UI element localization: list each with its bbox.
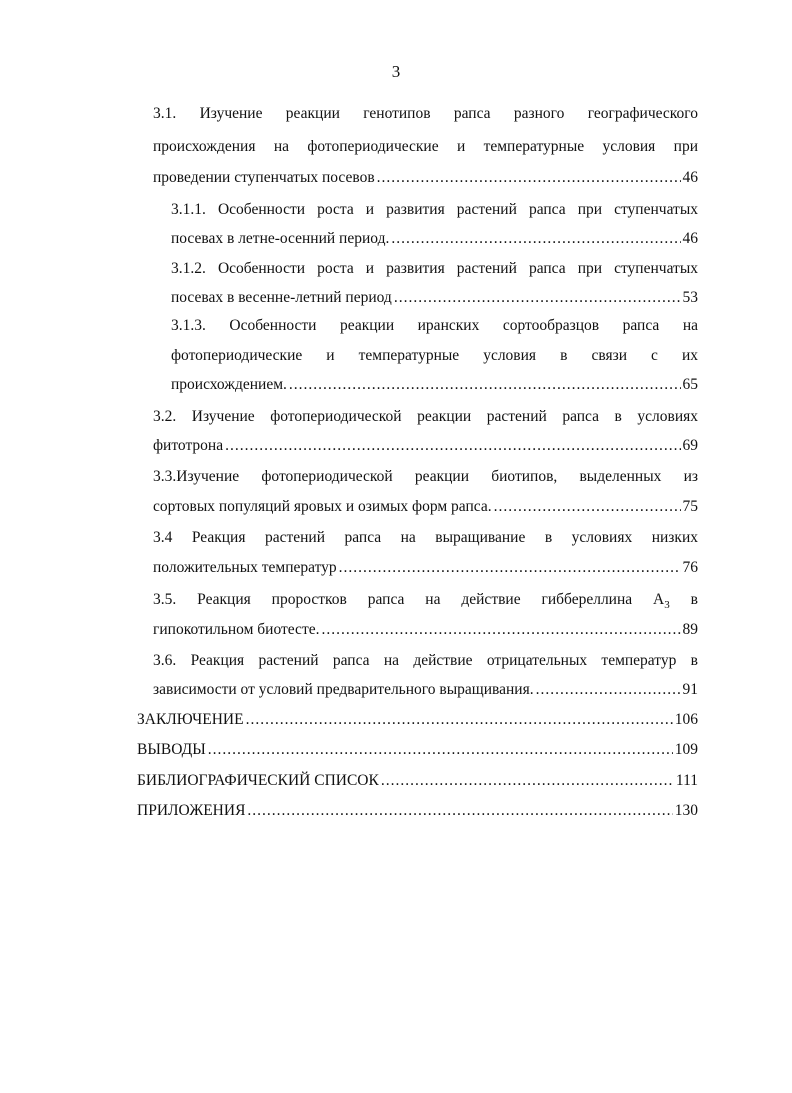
toc-3-1-2-line-2[interactable] bbox=[171, 288, 698, 308]
toc-3-5-title-b: в bbox=[690, 591, 698, 608]
page-number: 3 bbox=[391, 62, 401, 81]
toc-3-1-line-2: происхождения на фотопериодические и температурные условия при bbox=[153, 138, 698, 155]
toc-3-1-line-1: 3.1. Изучение реакции генотипов рапса разного географического bbox=[153, 105, 698, 122]
toc-findings-label: ВЫВОДЫ bbox=[137, 741, 206, 758]
toc-findings-page: 109 bbox=[674, 741, 698, 758]
toc-conclusion[interactable] bbox=[137, 710, 698, 730]
toc-3-6-title-end: зависимости от условий предварительного выращивания. bbox=[153, 681, 534, 698]
toc-appendices[interactable] bbox=[137, 801, 698, 821]
dot-leader bbox=[246, 710, 673, 730]
toc-3-1-3-line-1: 3.1.3. Особенности реакции иранских сортообразцов рапса на bbox=[171, 317, 698, 334]
dot-leader bbox=[339, 558, 681, 578]
dot-leader bbox=[208, 740, 673, 760]
toc-3-5-line-1 bbox=[153, 590, 698, 615]
toc-3-1-3-page: 65 bbox=[682, 376, 698, 393]
toc-3-1-2-title-end: посевах в весенне-летний период bbox=[171, 289, 392, 306]
dot-leader bbox=[247, 801, 672, 821]
toc-findings[interactable] bbox=[137, 740, 698, 760]
toc-bibliography-page: 111 bbox=[675, 772, 698, 789]
toc-3-6-line-2[interactable] bbox=[153, 680, 698, 700]
toc-3-1-3-line-2: фотопериодические и температурные условия в связи с их bbox=[171, 347, 698, 364]
toc-3-3-line-1: 3.3.Изучение фотопериодической реакции биотипов, выделенных из bbox=[153, 468, 698, 485]
dot-leader bbox=[381, 771, 674, 791]
toc-3-1-2-line-1: 3.1.2. Особенности роста и развития растений рапса при ступенчатых bbox=[171, 260, 698, 277]
toc-3-4-line-2[interactable] bbox=[153, 558, 698, 578]
toc-3-1-title-end: проведении ступенчатых посевов bbox=[153, 169, 375, 186]
dot-leader bbox=[377, 168, 681, 188]
dot-leader bbox=[394, 288, 681, 308]
toc-conclusion-page: 106 bbox=[674, 711, 698, 728]
toc-3-1-1-page: 46 bbox=[682, 230, 698, 247]
dot-leader bbox=[321, 620, 680, 640]
toc-3-1-line-3[interactable] bbox=[153, 168, 698, 188]
toc-3-6-line-1: 3.6. Реакция растений рапса на действие отрицательных температур в bbox=[153, 652, 698, 669]
toc-3-3-page: 75 bbox=[682, 498, 698, 515]
toc-3-1-1-title-end: посевах в летне-осенний период. bbox=[171, 230, 390, 247]
dot-leader bbox=[494, 497, 681, 517]
dot-leader bbox=[289, 375, 681, 395]
toc-3-5-title-end: гипокотильном биотесте. bbox=[153, 621, 320, 638]
toc-3-5-title-a: 3.5. Реакция проростков рапса на действие гиббереллина А bbox=[153, 591, 665, 608]
toc-3-1-2-page: 53 bbox=[682, 289, 698, 306]
dot-leader bbox=[391, 229, 680, 249]
toc-3-6-page: 91 bbox=[682, 681, 698, 698]
toc-conclusion-label: ЗАКЛЮЧЕНИЕ bbox=[137, 711, 244, 728]
toc-3-1-3-line-3[interactable] bbox=[171, 375, 698, 395]
toc-3-1-1-line-2[interactable] bbox=[171, 229, 698, 249]
toc-3-4-line-1: 3.4 Реакция растений рапса на выращивание в условиях низких bbox=[153, 529, 698, 546]
dot-leader bbox=[536, 680, 681, 700]
toc-3-1-3-title-end: происхождением. bbox=[171, 376, 287, 393]
toc-3-4-title-end: положительных температур bbox=[153, 559, 337, 576]
toc-3-1-1-line-1: 3.1.1. Особенности роста и развития растений рапса при ступенчатых bbox=[171, 201, 698, 218]
toc-bibliography[interactable] bbox=[137, 771, 698, 791]
dot-leader bbox=[225, 436, 680, 456]
toc-bibliography-label: БИБЛИОГРАФИЧЕСКИЙ СПИСОК bbox=[137, 772, 379, 789]
toc-appendices-page: 130 bbox=[674, 802, 698, 819]
toc-3-2-line-1: 3.2. Изучение фотопериодической реакции растений рапса в условиях bbox=[153, 408, 698, 425]
toc-appendices-label: ПРИЛОЖЕНИЯ bbox=[137, 802, 246, 819]
toc-3-1-page: 46 bbox=[682, 169, 698, 186]
toc-3-5-line-2[interactable] bbox=[153, 620, 698, 640]
toc-3-3-line-2[interactable] bbox=[153, 497, 698, 517]
toc-3-4-page: 76 bbox=[682, 559, 698, 576]
toc-3-2-title-end: фитотрона bbox=[153, 437, 224, 454]
toc-3-3-title-end: сортовых популяций яровых и озимых форм рапса. bbox=[153, 498, 492, 515]
toc-3-5-subscript: 3 bbox=[664, 599, 670, 612]
toc-3-2-line-2[interactable] bbox=[153, 436, 698, 456]
toc-3-2-page: 69 bbox=[682, 437, 698, 454]
toc-3-5-page: 89 bbox=[682, 621, 698, 638]
